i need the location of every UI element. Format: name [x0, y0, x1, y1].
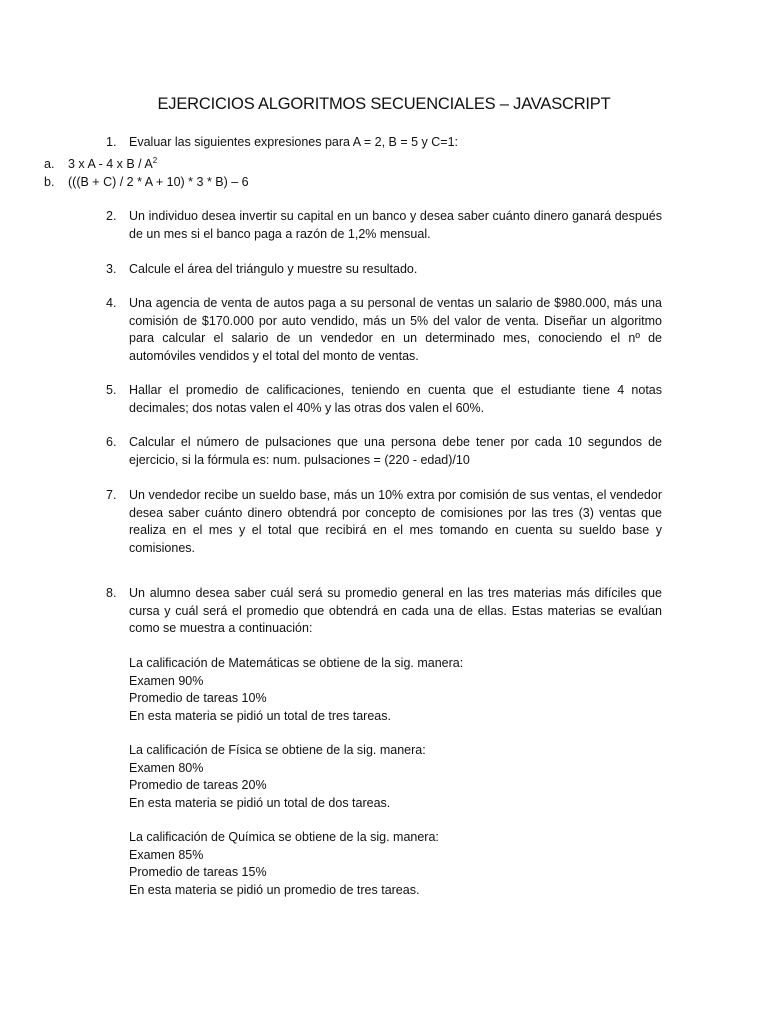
- exercise-number: 2.: [106, 209, 117, 223]
- exercise-text: Un individuo desea invertir su capital en un banco y desea saber cuánto dinero ganará después de un mes si el banco paga a razón de 1,2% mensual.: [129, 209, 662, 241]
- subject-exam: Examen 80%: [129, 760, 204, 775]
- subitem-expression: (((B + C) / 2 * A + 10) * 3 * B) – 6: [68, 175, 249, 189]
- subject-heading: La calificación de Química se obtiene de la sig. manera:: [129, 830, 439, 844]
- subitem-letter: b.: [44, 175, 55, 189]
- subject-exam: Examen 90%: [129, 673, 204, 688]
- exercise-number: 4.: [106, 296, 117, 310]
- subject-math: [129, 655, 669, 725]
- subject-homework: Promedio de tareas 20%: [129, 778, 267, 792]
- exercise-number: 3.: [106, 262, 117, 276]
- exercise-text: Calcule el área del triángulo y muestre su resultado.: [129, 262, 418, 276]
- subitem-expression: [68, 156, 157, 174]
- subject-heading: La calificación de Física se obtiene de la sig. manera:: [129, 743, 426, 757]
- subject-physics: [129, 742, 669, 812]
- exercise-number: 7.: [106, 488, 117, 502]
- exercise-text: Un alumno desea saber cuál será su promedio general en las tres materias más difíciles que cursa y cuál será el promedio que obtendrá en cada una de ellas. Estas materias se evalúan como se muestra a continuación:: [129, 586, 662, 635]
- subject-note: En esta materia se pidió un total de dos tareas.: [129, 795, 391, 810]
- subject-note: En esta materia se pidió un promedio de tres tareas.: [129, 882, 420, 897]
- exercise-number: 6.: [106, 435, 117, 449]
- expression-text: 3 x A - 4 x B / A: [68, 157, 153, 171]
- subject-homework: Promedio de tareas 15%: [129, 865, 267, 879]
- exercise-number: 8.: [106, 586, 117, 600]
- document-title: EJERCICIOS ALGORITMOS SECUENCIALES – JAVASCRIPT: [157, 95, 611, 113]
- subject-heading: La calificación de Matemáticas se obtiene de la sig. manera:: [129, 656, 464, 670]
- exercise-text: Una agencia de venta de autos paga a su personal de ventas un salario de $980.000, más una comisión de $170.000 por auto vendido, más un 5% del valor de venta. Diseñar un algoritmo para calcular el salario de un vendedor en un determinado mes, conociendo el nº de automóviles vendidos y el total del monto de ventas.: [129, 296, 662, 363]
- exercise-number: 5.: [106, 383, 117, 397]
- exercise-text: Calcular el número de pulsaciones que una persona debe tener por cada 10 segundos de ejercicio, si la fórmula es: num. pulsaciones = (220 - edad)/10: [129, 435, 662, 467]
- exercise-text: Hallar el promedio de calificaciones, teniendo en cuenta que el estudiante tiene 4 notas decimales; dos notas valen el 40% y las otras dos valen el 60%.: [129, 383, 662, 415]
- subitem-letter: a.: [44, 157, 55, 171]
- exercise-text: Un vendedor recibe un sueldo base, más un 10% extra por comisión de sus ventas, el vendedor desea saber cuánto dinero obtendrá por concepto de comisiones por las tres (3) ventas que realiza en el mes y el total que recibirá en el mes tomando en cuenta su sueldo base y comisiones.: [129, 488, 662, 555]
- subject-exam: Examen 85%: [129, 847, 204, 862]
- subject-chemistry: [129, 829, 669, 899]
- subject-note: En esta materia se pidió un total de tres tareas.: [129, 708, 391, 723]
- exponent: 2: [152, 155, 158, 165]
- exercise-number: 1.: [106, 135, 117, 149]
- exercise-text: Evaluar las siguientes expresiones para A = 2, B = 5 y C=1:: [129, 135, 459, 149]
- subject-homework: Promedio de tareas 10%: [129, 691, 267, 705]
